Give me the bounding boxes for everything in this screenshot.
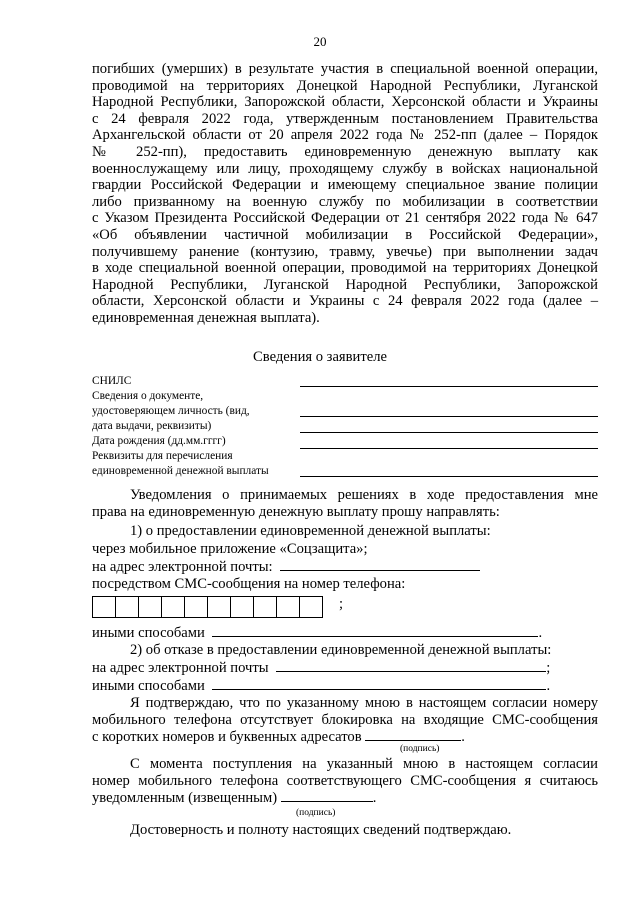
intro-line: Архангельской области от 20 апреля 2022 года № 252-пп (далее – Порядок xyxy=(92,127,598,144)
intro-line: погибших (умерших) в результате участия в специальной военной операции, xyxy=(92,61,598,77)
intro-paragraph xyxy=(92,61,598,327)
intro-line: гвардии Российской Федерации и имеющему специальное звание полиции xyxy=(92,177,598,194)
phone-digit-box[interactable] xyxy=(138,596,162,618)
intro-line: в ходе специальной военной операции, проводимой на территориях Донецкой xyxy=(92,260,598,277)
intro-line: единовременная денежная выплата). xyxy=(92,309,320,326)
signature-caption: (подпись) xyxy=(400,744,440,754)
document-label-line: Сведения о документе, xyxy=(92,390,204,402)
requisites-label-line: Реквизиты для перечисления xyxy=(92,450,233,462)
item2-heading: 2) об отказе в предоставлении единовременной денежной выплаты: xyxy=(130,642,552,658)
email-row-1 xyxy=(92,558,480,576)
notifications-intro xyxy=(92,487,598,520)
page-number: 20 xyxy=(313,34,327,49)
intro-line: получившему ранение (контузию, травму, увечье) при выполнении задач xyxy=(92,243,598,260)
sms-confirmation-text: с коротких номеров и буквенных адресатов xyxy=(92,729,362,746)
other-methods-label: иными способами xyxy=(92,625,205,641)
period: . xyxy=(372,790,377,807)
other-methods-row-2 xyxy=(92,677,550,695)
intro-line: № 252-пп), предоставить единовременную денежную выплату как xyxy=(92,143,598,160)
intro-line: области, Херсонской области и Украины с 24 февраля 2022 года (далее – xyxy=(92,293,598,310)
document-label-line: удостоверяющем личность (вид, xyxy=(92,405,250,417)
sms-confirmation-line: Я подтверждаю, что по указанному мною в настоящем согласии номеру xyxy=(130,695,598,711)
sms-confirmation xyxy=(92,695,598,746)
notifications-intro-line: Уведомления о принимаемых решениях в ходе предоставления мне xyxy=(130,487,598,503)
intro-line: «Об объявлении частичной мобилизации в Российской Федерации», xyxy=(92,226,598,243)
phone-digit-box[interactable] xyxy=(276,596,300,618)
notice-confirmation-line: номер мобильного телефона соответствующего СМС-сообщения я считаюсь xyxy=(92,772,598,789)
phone-digit-box[interactable] xyxy=(299,596,323,618)
other-methods-input-line-2[interactable] xyxy=(212,677,546,690)
notice-confirmation-line-3 xyxy=(92,789,598,807)
final-statement: Достоверность и полноту настоящих сведений подтверждаю. xyxy=(130,822,512,838)
period: . xyxy=(538,625,543,641)
email-label-2: на адрес электронной почты xyxy=(92,660,269,676)
notifications-intro-line: права на единовременную денежную выплату прошу направлять: xyxy=(92,503,500,520)
notice-confirmation-text: уведомленным (извещенным) xyxy=(92,790,278,807)
signature-caption-2: (подпись) xyxy=(296,808,336,818)
sms-label: посредством СМС-сообщения на номер телефона: xyxy=(92,576,406,592)
email-input-line-2[interactable] xyxy=(276,659,546,672)
birth-date-input-line-2[interactable] xyxy=(300,448,598,449)
other-methods-row-1 xyxy=(92,624,542,642)
email-input-line[interactable] xyxy=(280,558,480,571)
phone-digit-box[interactable] xyxy=(161,596,185,618)
phone-digit-box[interactable] xyxy=(230,596,254,618)
phone-digit-box[interactable] xyxy=(92,596,116,618)
snils-input-line[interactable] xyxy=(300,386,598,387)
document-label-line: дата выдачи, реквизиты) xyxy=(92,420,212,432)
intro-line: проводимой на территориях Донецкой Народной Республики, Луганской xyxy=(92,77,598,94)
period: . xyxy=(546,678,551,694)
requisites-input-line[interactable] xyxy=(300,476,598,477)
applicant-heading: Сведения о заявителе xyxy=(253,349,387,365)
other-methods-input-line[interactable] xyxy=(212,624,538,637)
notice-confirmation xyxy=(92,756,598,807)
item1-heading: 1) о предоставлении единовременной денежной выплаты: xyxy=(130,523,491,539)
document-input-line[interactable] xyxy=(300,416,598,417)
email-label: на адрес электронной почты: xyxy=(92,559,273,575)
birth-date-label: Дата рождения (дд.мм.гггг) xyxy=(92,435,226,447)
intro-line: с 24 февраля 2022 года, утвержденным постановлением Правительства xyxy=(92,110,598,127)
phone-digit-box[interactable] xyxy=(115,596,139,618)
intro-line: военнослужащему или лицу, проходящему службу в войсках национальной xyxy=(92,160,598,177)
sms-confirmation-line-3 xyxy=(92,728,598,746)
period: . xyxy=(461,729,465,746)
phone-digit-box[interactable] xyxy=(184,596,208,618)
phone-end-semicolon: ; xyxy=(339,596,344,612)
notice-confirmation-line: С момента поступления на указанный мною в настоящем согласии xyxy=(130,756,598,772)
requisites-label-line: единовременной денежной выплаты xyxy=(92,465,269,477)
via-app-option: через мобильное приложение «Соцзащита»; xyxy=(92,541,368,557)
phone-digit-box[interactable] xyxy=(253,596,277,618)
semicolon: ; xyxy=(546,660,551,676)
phone-digit-box[interactable] xyxy=(207,596,231,618)
snils-label: СНИЛС xyxy=(92,375,132,387)
intro-line: с Указом Президента Российской Федерации от 21 сентября 2022 года № 647 xyxy=(92,210,598,227)
other-methods-label-2: иными способами xyxy=(92,678,205,694)
intro-line: либо призванному на военную службу по мобилизации в соответствии xyxy=(92,193,598,210)
sms-confirmation-line: мобильного телефона отсутствует блокировка на входящие СМС-сообщения xyxy=(92,711,598,728)
birth-date-input-line[interactable] xyxy=(300,432,598,433)
intro-line: Народной Республики, Луганской Народной Республики, Запорожской xyxy=(92,276,598,293)
signature-line-2[interactable] xyxy=(281,789,373,802)
phone-number-boxes xyxy=(92,596,322,618)
email-row-2 xyxy=(92,659,550,677)
intro-line: Народной Республики, Запорожской области, Херсонской области и Украины xyxy=(92,94,598,111)
signature-line[interactable] xyxy=(365,728,461,741)
